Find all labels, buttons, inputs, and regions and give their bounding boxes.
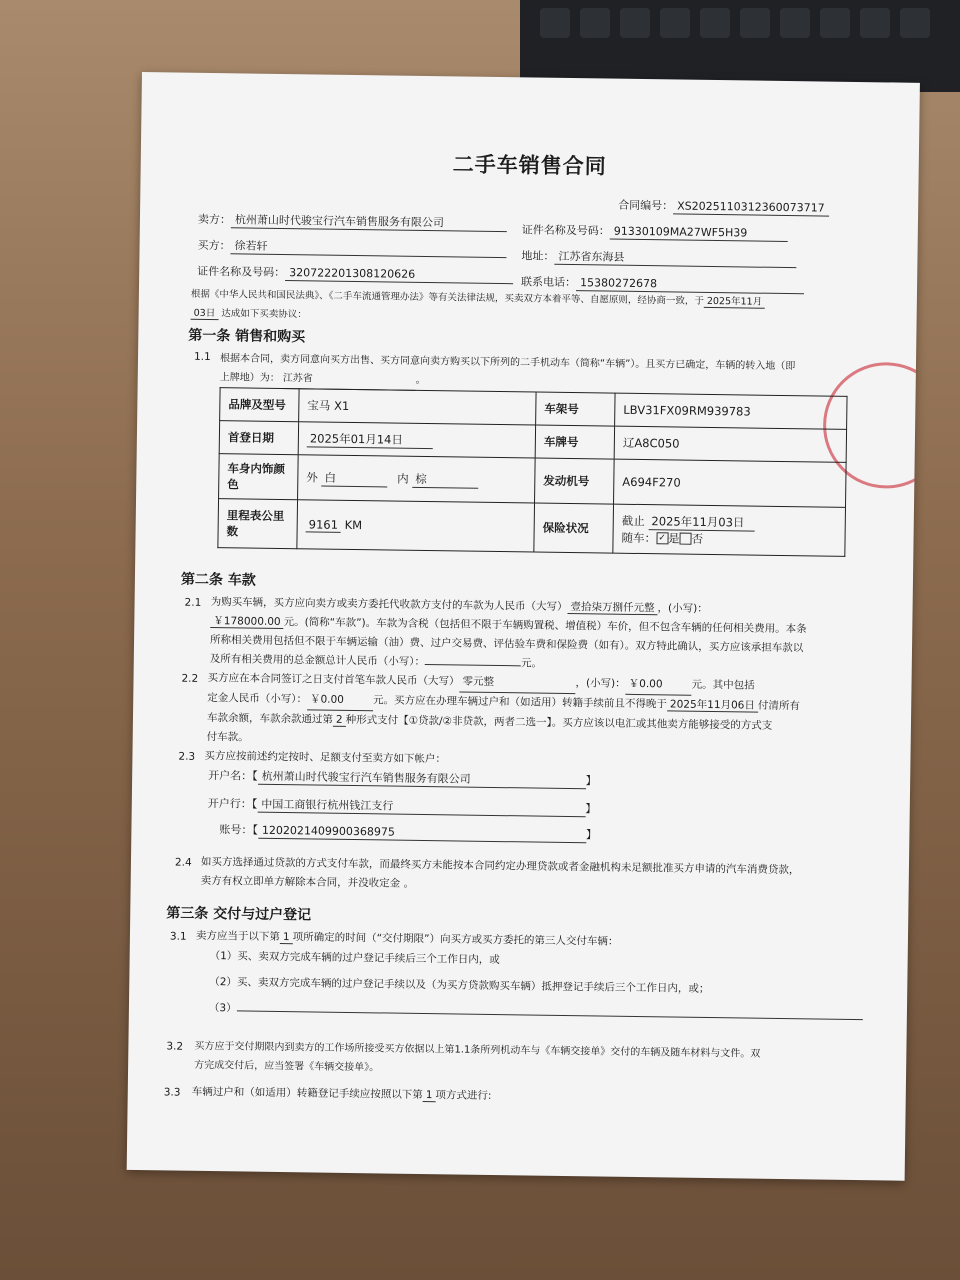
first-payment-words: 零元整 [459,672,575,694]
buyer-row: 买方： 徐若轩 [197,237,506,258]
section-2-heading: 第二条 车款 [180,571,256,589]
doc-title: 二手车销售合同 [452,152,607,179]
vehicle-vin: LBV31FX09RM939783 [615,393,847,429]
buyer-phone: 15380272678 [576,276,804,294]
checkbox-yes[interactable]: ✓ [656,532,668,544]
delivery-option-3-blank [237,1010,863,1020]
price-in-figures: ￥178000.00 [210,615,283,629]
vehicle-colors: 外 白 内 棕 [298,455,536,503]
contract-no: XS2025110312360073717 [673,199,829,216]
exterior-color: 白 [321,469,387,487]
clause-2-3: 买方应按前述约定按时、足额支付至卖方如下帐户： [204,749,447,766]
bank-name: 中国工商银行杭州钱江支行 [257,796,585,818]
seller-id: 91330109MA27WF5H39 [610,225,788,242]
buyer-address: 江苏省东海县 [554,248,796,268]
clause-3-1: 卖方应当于以下第 1 项所确定的时间（“交付期限”）向买方或买方委托的第三人交付车辆： [195,929,619,948]
clause-2-2-number: 2.2 [181,672,199,685]
account-number-row: 账号：【 1202021409900368975 】 [219,823,597,842]
payment-method: 2 [333,714,346,727]
buyer-id-row: 证件名称及号码： 320722201308120626 [197,263,513,284]
clause-2-2: 买方应在本合同签订之日支付首笔车款人民币（大写） 零元整 ，(小写)： ￥0.00 元。其中包括 定金人民币（小写）： ￥0.00 元。买方应在办理车辆过户和（如适用）转籍手续前且不得晚于 2025年11月06日 付清所有 车款余额，车款余款通过第 2 种形式支付【①贷款/②非贷款，两者二选一】。买方应该以电汇或其他卖方能够接受的方式支 付车款。 [206,671,800,744]
transfer-place: 江苏省 [280,369,416,391]
clause-3-1-number: 3.1 [169,930,187,943]
odometer: 9161 [306,517,341,532]
clause-3-3: 车辆过户和（如适用）转籍登记手续应按照以下第 1 项方式进行: [191,1085,492,1102]
clause-3-2: 买方应于交付期限内到卖方的工作场所接受买方依据以上第1.1条所列机动车与《车辆交接单》交付的车辆及随车材料与文件。双 方完成交付后，应当签署《车辆交接单》。 [194,1040,761,1074]
contract-page [127,72,920,1181]
vehicle-reg-date: 2025年01月14日 [307,430,433,449]
delivery-option-2: （2）买、卖双方完成车辆的过户登记手续以及（为买方贷款购买车辆）抵押登记手续后三个工作日内，或； [209,976,710,996]
section-1-heading: 第一条 销售和购买 [188,327,306,346]
preamble-date-b: 03日 [191,308,219,320]
deposit-amount: ￥0.00 [307,690,373,711]
interior-color: 棕 [412,470,478,488]
price-in-words: 壹拾柒万捌仟元整 [567,601,657,615]
preamble-date-a: 2025年11月 [704,296,765,309]
delivery-option-1: （1）买、卖双方完成车辆的过户登记手续后三个工作日内，或 [209,950,500,967]
buyer-id: 320722201308120626 [285,266,513,284]
insurance-status: 截止 2025年11月03日 随车： ✓ 是 否 [613,504,846,556]
clause-1-1-number: 1.1 [193,350,211,363]
clause-3-3-number: 3.3 [163,1086,181,1099]
first-payment-figures: ￥0.00 [626,675,692,696]
section-3-heading: 第三条 交付与过户登记 [166,905,312,924]
vehicle-engine: A694F270 [614,459,847,507]
transfer-option: 1 [423,1089,436,1102]
seller-row: 卖方： 杭州萧山时代骏宝行汽车销售服务有限公司 [198,211,507,232]
clause-2-1-number: 2.1 [184,596,202,609]
vehicle-brand: 宝马 X1 [299,389,536,425]
delivery-option-3: （3） [209,999,863,1027]
contract-no-row: 合同编号： XS2025110312360073717 [618,197,829,217]
bank-row: 开户行：【 中国工商银行杭州钱江支行 】 [207,796,597,816]
account-name: 杭州萧山时代骏宝行汽车销售服务有限公司 [258,768,586,790]
preamble: 根据《中华人民共和国民法典》、《二手车流通管理办法》等有关法律法规，买卖双方本着平等、自愿原则，经协商一致，于 2025年11月 03日 达成如下买卖协议： [191,285,841,332]
clause-2-3-number: 2.3 [178,750,196,763]
account-number: 1202021409900368975 [258,824,586,844]
payment-deadline: 2025年11月06日 [667,698,758,712]
delivery-option: 1 [280,931,293,944]
address-row: 地址： 江苏省东海县 [521,247,796,268]
checkbox-no[interactable] [679,533,691,545]
table-row: 首登日期 2025年01月14日 车牌号 辽A8C050 [219,421,846,463]
account-name-row: 开户名：【 杭州萧山时代骏宝行汽车销售服务有限公司 】 [208,768,597,788]
buyer-name: 徐若轩 [230,237,506,258]
seller-id-row: 证件名称及号码： 91330109MA27WF5H39 [522,221,788,242]
clause-1-1: 根据本合同，卖方同意向买方出售、买方同意向卖方购买以下所列的二手机动车（简称“车辆”）。且买方已确定，车辆的转入地（即 上牌地）为： 江苏省 。 [220,349,860,397]
table-row: 品牌及型号 宝马 X1 车架号 LBV31FX09RM939783 [220,388,847,430]
seller-name: 杭州萧山时代骏宝行汽车销售服务有限公司 [231,211,507,232]
clause-2-4: 如买方选择通过贷款的方式支付车款，而最终买方未能按本合同约定办理贷款或者金融机构未足额批准买方申请的汽车消费贷款， 卖方有权立即单方解除本合同，并没收定金 。 [200,855,800,890]
total-amount-blank [425,664,521,666]
clause-3-2-number: 3.2 [166,1040,184,1053]
table-row: 里程表公里数 9161 KM 保险状况 截止 2025年11月03日 随车： ✓ 是 否 [218,499,846,557]
vehicle-plate: 辽A8C050 [614,426,846,462]
phone-row: 联系电话： 15380272678 [521,273,804,294]
clause-2-4-number: 2.4 [174,856,192,869]
clause-2-1: 为购买车辆，买方应向卖方或卖方委托代收款方支付的车款为人民币（大写） 壹拾柒万捌仟元整 ，(小写)： ￥178000.00 元。(简称“车款”)。车款为含税（包括但不限于车辆购置税、增值税）车价，但不包含车辆的任何相关费用。本条 所称相关费用包括但不限于车辆运输（油）费、过户交易费、评估验车费和保险费（如有）。双方特此确认，买方应该承担车款以 及所有相关费用的总金额总计人民币（小写）： 元。 [209,596,807,670]
vehicle-table [217,387,847,557]
table-row: 车身内饰颜色 外 白 内 棕 发动机号 A694F270 [219,454,847,508]
insurance-until: 2025年11月03日 [648,513,754,531]
